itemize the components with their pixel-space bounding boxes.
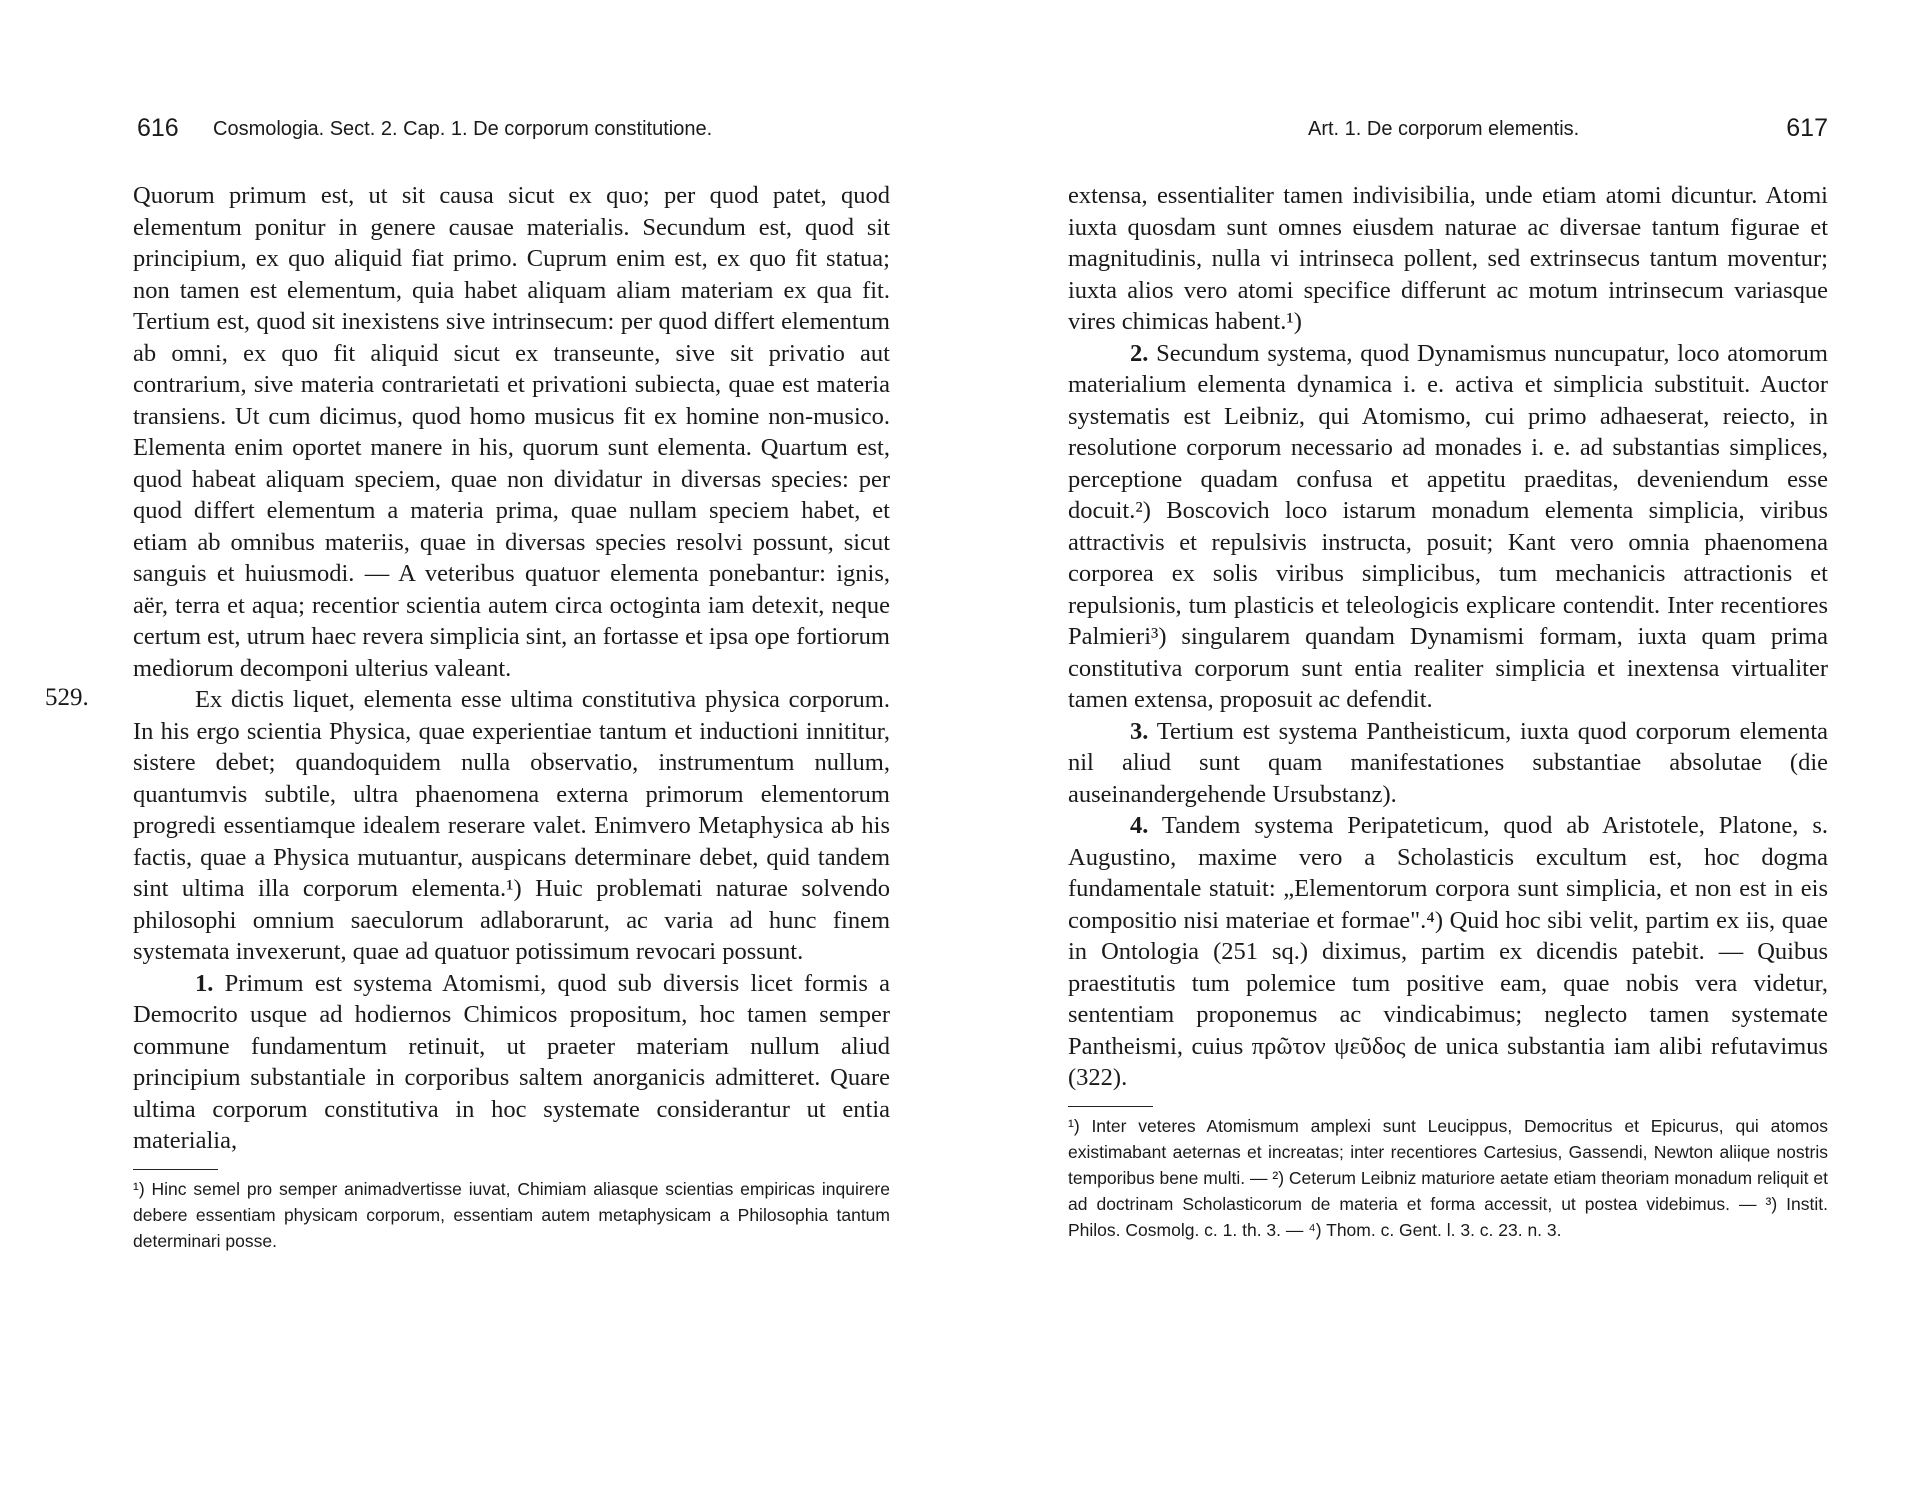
paragraph-text: Primum est systema Atomismi, quod sub diversis licet formis a Democrito usque ad hodiernos Chimicos propositum, hoc tamen semper commune fundamentum retinuit, ut praeter materiam nullum aliud principium substantiale in corporibus saltem anorganicis admitteret. Quare ultima corporum constitutiva in hoc systemate considerantur ut entia materialia,: [133, 969, 890, 1154]
paragraph-pantheism: [1068, 716, 1828, 811]
footnote-rule: [133, 1169, 218, 1170]
section-529: [45, 684, 890, 968]
paragraph: Ex dictis liquet, elementa esse ultima constitutiva physica corporum. In his ergo scientia Physica, quae experientiae tantum et inductioni innititur, sistere debet; quandoquidem nulla observatio, instrumentum nullum, quantumvis subtile, ultra phaenomena externa primorum elementorum progredi essentiamque idealem reserare valet. Enimvero Metaphysica ab his factis, quae a Physica mutuantur, auspicans determinare debet, quid tandem sint ultima illa corporum elementa.¹) Huic problemati naturae solvendo philosophi omnium saeculorum adlaborarunt, ac varia ad hunc finem systemata invexerunt, quae ad quatuor potissimum revocari possunt.: [133, 686, 890, 965]
page-number: 617: [1786, 114, 1828, 142]
right-header: [1068, 114, 1828, 158]
paragraph: extensa, essentialiter tamen indivisibilia, unde etiam atomi dicuntur. Atomi iuxta quosdam sunt omnes eiusdem naturae ac diversae tantum figurae et magnitudinis, nulla vi intrinseca pollent, sed extrinsecus tantum moventur; iuxta alios vero atomi specifice differunt ac motum intrinsecum variasque vires chimicas habent.¹): [1068, 182, 1828, 335]
running-head: Art. 1. De corporum elementis.: [1308, 118, 1580, 140]
item-number: 2.: [1130, 339, 1149, 367]
footnote: ¹) Hinc semel pro semper animadvertisse iuvat, Chimiam aliasque scientias empiricas inquirere debere essentiam physicam corporum, essentiam autem metaphysicam a Philosophia tantum determinari posse.: [133, 1178, 890, 1251]
item-number: 1.: [195, 969, 214, 997]
margin-section-number: 529.: [45, 684, 89, 711]
footnote: ¹) Inter veteres Atomismum amplexi sunt Leucippus, Democritus et Epicurus, qui atomos existimabant aeternas et increatas; inter recentiores Cartesius, Gassendi, Newton aliique nostris temporibus bene multi. — ²) Ceterum Leibniz maturiore aetate etiam theoriam monadum reliquit et ad doctrinam Scholasticorum de materia et forma accessit, ut postea videbimus. — ³) Instit. Philos. Cosmolg. c. 1. th. 3. — ⁴) Thom. c. Gent. l. 3. c. 23. n. 3.: [1068, 1115, 1828, 1240]
paragraph: Quorum primum est, ut sit causa sicut ex quo; per quod patet, quod elementum ponitur in genere causae materialis. Secundum est, quod sit principium, ex quo aliquid fiat primo. Cuprum enim est, ex quo fit statua; non tamen est elementum, quia habet aliquam aliam materiam ex qua fit. Tertium est, quod sit inexistens sive intrinsecum: per quod differt elementum ab omni, ex quo fit aliquid sicut ex transeunte, sive sit privatio aut contrarium, sive materia contrarietati et privationi subiecta, quae est materia transiens. Ut cum dicimus, quod homo musicus fit ex homine non-musico. Elementa enim oportet manere in his, quorum sunt elementa. Quartum est, quod habeat aliquam speciem, quae non dividatur in diversas species: per quod differt elementum a materia prima, quae nullam speciem habet, et etiam ab omnibus materiis, quae in diversas species resolvi possunt, sicut sanguis et huiusmodi. — A veteribus quatuor elementa ponebantur: ignis, aër, terra et aqua; recentior scientia autem circa octoginta iam detexit, neque certum est, utrum haec revera simplicia sint, an fortasse et ipsa ope fortiorum mediorum decomponi ulterius valeant.: [133, 182, 890, 682]
left-body: [45, 180, 890, 1254]
paragraph-text: Secundum systema, quod Dynamismus nuncupatur, loco atomorum materialium elementa dynamica i. e. activa et simplicia substituit. Auctor systematis est Leibniz, qui Atomismo, cui primo adhaeserat, reiecto, in resolutione corporum necessario ad monades i. e. ad substantias simplices, perceptione quadam confusa et appetitu praeditas, deveniendum esse docuit.²) Boscovich loco istarum monadum elementa simplicia, viribus attractivis et repulsivis instructa, posuit; Kant vero omnia phaenomena corporea ex solis viribus simplicibus, tum mechanicis attractionis et repulsionis, tum plasticis et teleologicis explicare contendit. Inter recentiores Palmieri³) singularem quandam Dynamismi formam, iuxta quam prima constitutiva corporum sunt entia realiter simplicia et inextensa virtualiter tamen extensa, proposuit ac defendit.: [1068, 339, 1828, 713]
paragraph-peripatetic: [1068, 810, 1828, 1094]
page-number: 616: [137, 114, 179, 142]
paragraph-text: Tandem systema Peripateticum, quod ab Aristotele, Platone, s. Augustino, maxime vero a Scholasticis excultum est, hoc dogma fundamentale statuit: „Elementorum corpora sunt simplicia, et non est in eis compositio nisi materiae et formae".⁴) Quid hoc sibi velit, partim ex iis, quae in Ontologia (251 sq.) diximus, partim ex dicendis patebit. — Quibus praestitutis tum polemice tum positive eam, quae nobis vera videtur, sententiam proponemus ac vindicabimus; neglecto tamen systemate Pantheismi, cuius πρῶτον ψεῦδος de unica substantia iam alibi refutavimus (322).: [1068, 812, 1828, 1091]
item-number: 3.: [1130, 717, 1149, 745]
paragraph-text: Tertium est systema Pantheisticum, iuxta quod corporum elementa nil aliud sunt quam manifestationes substantiae absolutae (die auseinandergehende Ursubstanz).: [1068, 717, 1829, 808]
item-number: 4.: [1130, 812, 1149, 839]
paragraph-atomism: [133, 968, 890, 1157]
paragraph-dynamism: [1068, 338, 1828, 716]
left-header: [125, 114, 890, 158]
right-body: [1068, 180, 1828, 1243]
running-head: Cosmologia. Sect. 2. Cap. 1. De corporum constitutione.: [213, 118, 713, 140]
footnote-rule: [1068, 1106, 1153, 1107]
